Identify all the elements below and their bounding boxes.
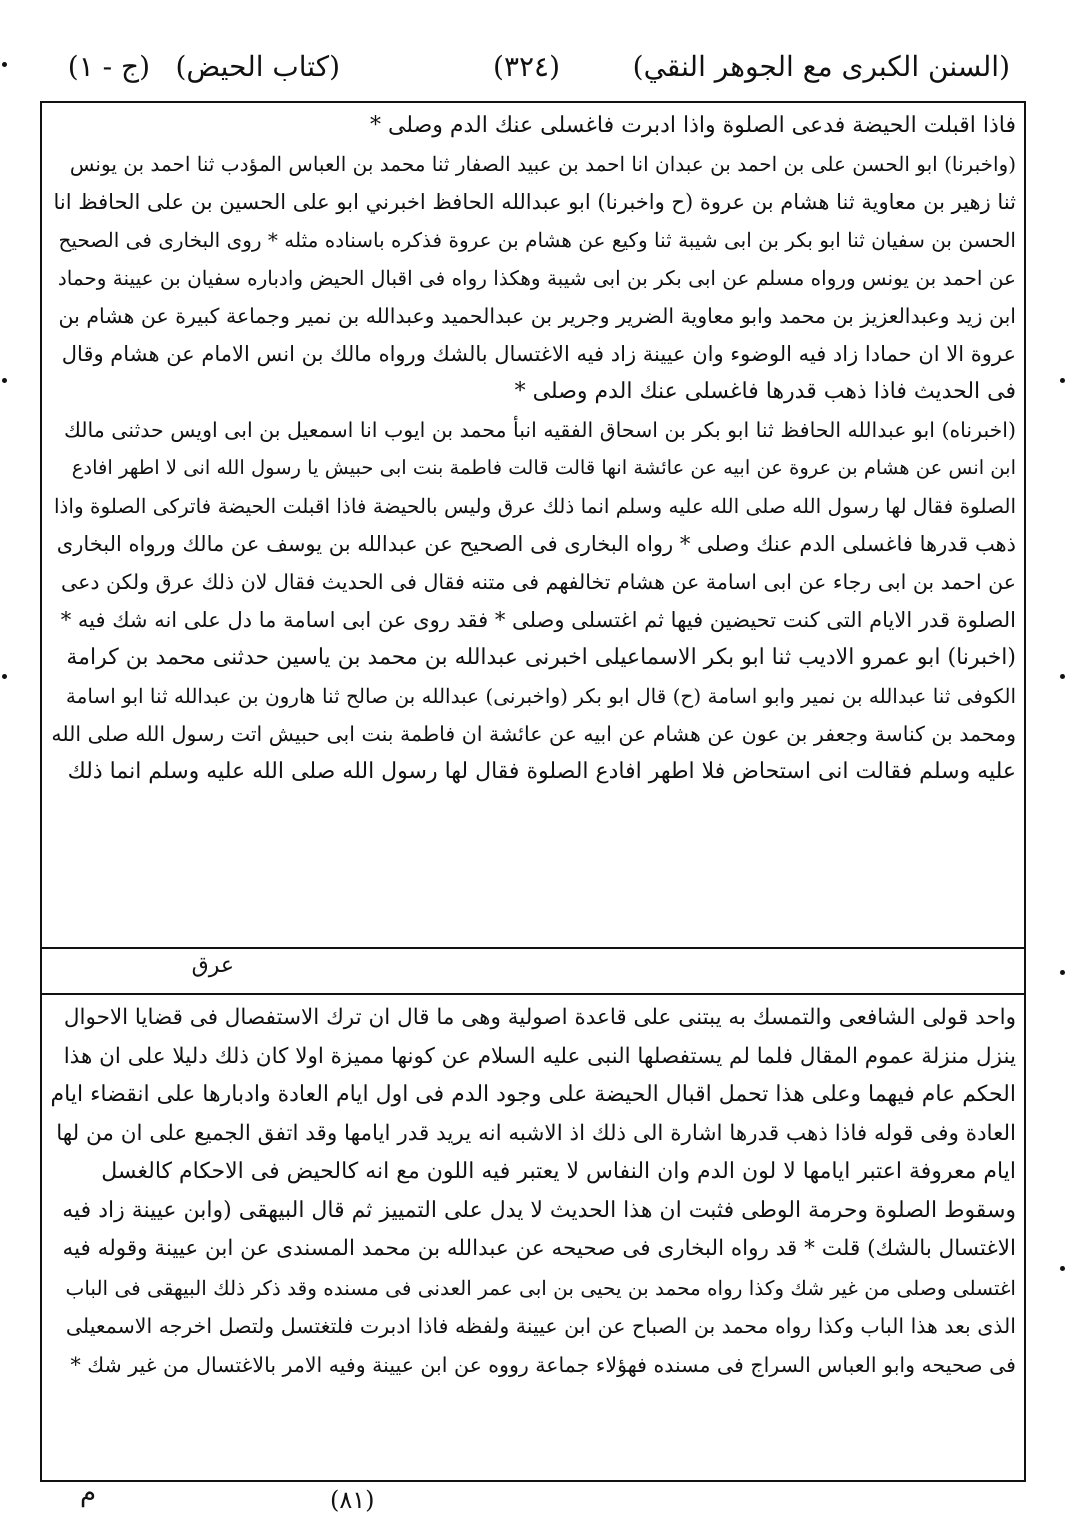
text-line: الصلوة قدر الايام التى كنت تحيضين فيها ثم اغتسلى وصلى * فقد روى عن ابى اسامة ما دل على انه شك فيه * xyxy=(60,608,1016,632)
note-line: ينزل منزلة عموم المقال فلما لم يستفصلها النبى عليه السلام عن كونها مميزة اولا كان ذلك دليلا على ان هذا xyxy=(63,1043,1016,1069)
note-line: وسقوط الصلوة وحرمة الوطى فثبت ان هذا الحديث لا يدل على التمييز ثم قال البيهقى (وابن عيينة زاد فيه xyxy=(62,1197,1016,1223)
sheet-number: (٨١) xyxy=(330,1486,375,1514)
note-line: فى صحيحه وابو العباس السراج فى مسنده فهؤلاء جماعة رووه عن ابن عيينة وفيه الامر بالاغتسال من غير شك * xyxy=(70,1352,1016,1377)
scan-edge-mark xyxy=(2,674,7,679)
text-line: الحسن بن سفيان ثنا ابو بكر بن ابى شيبة ثنا وكيع عن هشام بن عروة فذكره باسناده مثله * روى البخارى فى الصحيح xyxy=(58,228,1016,252)
signature-mark: م xyxy=(80,1478,97,1508)
page-number: (٣٢٤) xyxy=(493,50,560,83)
note-line: الاغتسال بالشك) قلت * قد رواه البخارى فى صحيحه عن عبدالله بن محمد المسندى عن ابن عيينة وقوله فيه xyxy=(62,1236,1016,1261)
note-line: ايام معروفة اعتبر ايامها لا لون الدم وان النفاس لا يعتبر فيه اللون مع انه كالحيض فى الاحكام كالغسل xyxy=(101,1159,1016,1184)
text-line: الصلوة فقال لها رسول الله صلى الله عليه وسلم انما ذلك عرق وليس بالحيضة فاذا اقبلت الحيضة فاتركى الصلوة واذا xyxy=(53,494,1016,518)
scan-edge-mark xyxy=(1060,1266,1065,1271)
text-line: عروة الا ان حمادا زاد فيه الوضوء وان عيينة زاد فيه الاغتسال بالشك ورواه مالك بن انس الامام عن هشام وقال xyxy=(61,342,1016,366)
text-line: ثنا زهير بن معاوية ثنا هشام بن عروة (ح واخبرنا) ابو عبدالله الحافظ اخبرني ابو على الحسين بن على الحافظ انا xyxy=(53,190,1016,214)
text-line: ذهب قدرها فاغسلى الدم عنك وصلى * رواه البخارى فى الصحيح عن عبدالله بن يوسف عن مالك ورواه البخارى xyxy=(56,532,1016,556)
text-line: (واخبرنا) ابو الحسن على بن احمد بن عبدان انا احمد بن عبيد الصفار ثنا محمد بن العباس المؤدب ثنا احمد بن يونس xyxy=(69,152,1016,176)
note-line: واحد قولى الشافعى والتمسك به يبتنى على قاعدة اصولية وهى ما قال ان ترك الاستفصال فى قضايا الاحوال xyxy=(63,1005,1016,1030)
note-line: اغتسلى وصلى من غير شك وكذا رواه محمد بن يحيى بن ابى عمر العدنى فى مسنده وقد ذكر ذلك البيهقى فى الباب xyxy=(65,1275,1016,1300)
scan-edge-mark xyxy=(1060,970,1065,975)
text-line: ابن انس عن هشام بن عروة عن ابيه عن عائشة انها قالت قالت فاطمة بنت ابى حبيش يا رسول الله انى لا اطهر افادع xyxy=(71,456,1016,479)
text-line: فى الحديث فاذا ذهب قدرها فاغسلى عنك الدم وصلى * xyxy=(514,379,1016,404)
section-divider xyxy=(42,947,1024,949)
scan-edge-mark xyxy=(1060,674,1065,679)
commentary-text xyxy=(50,999,1016,1479)
scan-edge-mark xyxy=(2,378,7,383)
note-line: الذى بعد هذا الباب وكذا رواه محمد بن الصباح عن ابن عيينة ولفظه فاذا ادبرت فلتغتسل ولتصل اخرجه الاسمعيلى xyxy=(65,1314,1016,1338)
text-line: فاذا اقبلت الحيضة فدعى الصلوة واذا ادبرت فاغسلى عنك الدم وصلى * xyxy=(369,113,1016,138)
note-line: العادة وفى قوله فاذا ذهب قدرها اشارة الى ذلك اذ الاشبه انه يريد قدر ايامها وقد اتفق الجميع على ان من لها xyxy=(56,1120,1016,1146)
text-line: ابن زيد وعبدالعزيز بن محمد وابو معاوية الضرير وجرير بن عبدالحميد وعبدالله بن نمير وجماعة كبيرة عن هشام بن xyxy=(58,304,1016,328)
scan-edge-mark xyxy=(2,62,7,67)
page-header xyxy=(40,46,1030,96)
scan-edge-mark xyxy=(1060,378,1065,383)
text-line: عليه وسلم فقالت انى استحاض فلا اطهر افادع الصلوة فقال لها رسول الله صلى الله عليه وسلم انما ذلك xyxy=(67,759,1016,784)
section-divider xyxy=(42,993,1024,995)
text-line: ومحمد بن كناسة وجعفر بن عون عن هشام عن ابيه عن عائشة ان فاطمة بنت ابى حبيش اتت رسول الله صلى الله xyxy=(51,722,1016,746)
text-line: (اخبرنا) ابو عمرو الاديب ثنا ابو بكر الاسماعيلى اخبرنى عبدالله بن محمد بن ياسين حدثنى محمد بن كرامة xyxy=(66,645,1016,670)
main-text xyxy=(50,107,1016,943)
running-title: (السنن الكبرى مع الجوهر النقي) xyxy=(632,50,1010,83)
text-line: (اخبرناه) ابو عبدالله الحافظ ثنا ابو بكر بن اسحاق الفقيه انبأ محمد بن ايوب انا اسمعيل بن ابى اويس حدثنى مالك xyxy=(64,418,1016,442)
page-frame xyxy=(40,101,1026,1482)
text-line: عن احمد بن يونس ورواه مسلم عن ابى بكر بن ابى شيبة وهكذا رواه فى اقبال الحيض وادباره سفيان بن عيينة وحماد xyxy=(57,266,1016,290)
text-line: الكوفى ثنا عبدالله بن نمير وابو اسامة (ح) قال ابو بكر (واخبرنى) عبدالله بن صالح ثنا هارون بن عبدالله ثنا ابو اسامة xyxy=(65,684,1016,708)
volume-label: (ج - ١) xyxy=(67,50,150,83)
note-line: الحكم عام فيهما وعلى هذا تحمل اقبال الحيضة على وجود الدم فى اول ايام العادة وادبارها على انقضاء ايام xyxy=(50,1082,1016,1107)
chapter-title: (كتاب الحيض) xyxy=(175,50,340,83)
text-line: عن احمد بن ابى رجاء عن ابى اسامة عن هشام تخالفهم فى متنه فقال فى الحديث فقال لان ذلك عرق ولكن دعى xyxy=(61,570,1016,594)
catchword: عرق xyxy=(191,953,234,978)
